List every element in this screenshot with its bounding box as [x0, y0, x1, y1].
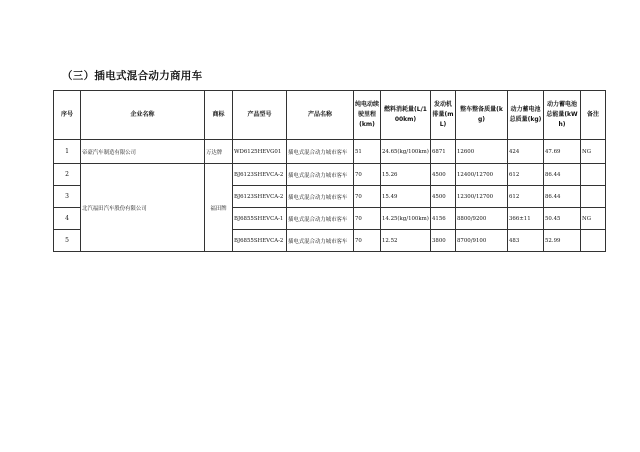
cell-fuel: 14.25(kg/100km)	[381, 208, 431, 230]
cell-engine: 4500	[431, 164, 456, 186]
cell-brand-merged: 福田牌	[205, 164, 233, 252]
cell-fuel: 15.49	[381, 186, 431, 208]
cell-range: 70	[354, 230, 381, 252]
header-model: 产品型号	[233, 91, 287, 140]
cell-seq: 3	[54, 186, 81, 208]
cell-battery-mass: 366±11	[508, 208, 544, 230]
cell-battery-energy: 50.45	[544, 208, 581, 230]
table-header	[54, 91, 606, 140]
header-company: 企业名称	[81, 91, 205, 140]
cell-model: BJ6855SHEVCA-1	[233, 208, 287, 230]
cell-range: 70	[354, 186, 381, 208]
cell-mass: 12600	[456, 140, 508, 164]
cell-mass: 12300/12700	[456, 186, 508, 208]
cell-battery-energy: 52.99	[544, 230, 581, 252]
cell-product: 插电式混合动力城市客车	[287, 208, 354, 230]
header-fuel: 燃料消耗量(L/100km)	[381, 91, 431, 140]
header-note: 备注	[581, 91, 606, 140]
cell-seq: 1	[54, 140, 81, 164]
cell-note: NG	[581, 140, 606, 164]
cell-mass: 12400/12700	[456, 164, 508, 186]
cell-fuel: 15.26	[381, 164, 431, 186]
header-battery-energy: 动力蓄电池总能量(kWh)	[544, 91, 581, 140]
cell-note	[581, 164, 606, 186]
cell-company-merged: 北汽福田汽车股份有限公司	[81, 164, 205, 252]
cell-brand: 万达牌	[205, 140, 233, 164]
cell-model: BJ6123SHEVCA-2	[233, 164, 287, 186]
cell-product: 插电式混合动力城市客车	[287, 230, 354, 252]
cell-seq: 4	[54, 208, 81, 230]
cell-product: 插电式混合动力城市客车	[287, 164, 354, 186]
header-battery-mass: 动力蓄电池总质量(kg)	[508, 91, 544, 140]
cell-battery-mass: 483	[508, 230, 544, 252]
cell-mass: 8800/9200	[456, 208, 508, 230]
cell-company: 帝豪汽车制造有限公司	[81, 140, 205, 164]
cell-range: 51	[354, 140, 381, 164]
header-mass: 整车整备质量(kg)	[456, 91, 508, 140]
header-seq: 序号	[54, 91, 81, 140]
cell-battery-energy: 86.44	[544, 164, 581, 186]
cell-fuel: 24.65(kg/100km)	[381, 140, 431, 164]
cell-product: 插电式混合动力城市客车	[287, 140, 354, 164]
cell-battery-energy: 47.69	[544, 140, 581, 164]
cell-mass: 8700/9100	[456, 230, 508, 252]
cell-product: 插电式混合动力城市客车	[287, 186, 354, 208]
cell-battery-mass: 612	[508, 186, 544, 208]
header-engine: 发动机排量(mL)	[431, 91, 456, 140]
cell-fuel: 12.52	[381, 230, 431, 252]
cell-model: BJ6855SHEVCA-2	[233, 230, 287, 252]
cell-seq: 5	[54, 230, 81, 252]
cell-range: 70	[354, 208, 381, 230]
cell-range: 70	[354, 164, 381, 186]
cell-model: WD6125HEVG01	[233, 140, 287, 164]
table-row	[54, 140, 606, 164]
cell-battery-energy: 86.44	[544, 186, 581, 208]
cell-note: NG	[581, 208, 606, 230]
cell-engine: 4156	[431, 208, 456, 230]
header-range: 纯电动续驶里程(km)	[354, 91, 381, 140]
cell-battery-mass: 612	[508, 164, 544, 186]
cell-engine: 3800	[431, 230, 456, 252]
cell-seq: 2	[54, 164, 81, 186]
cell-model: BJ6123SHEVCA-2	[233, 186, 287, 208]
cell-note	[581, 186, 606, 208]
section-title: （三）插电式混合动力商用车	[62, 70, 203, 82]
table-row	[54, 164, 606, 186]
cell-battery-mass: 424	[508, 140, 544, 164]
vehicle-table	[53, 90, 606, 252]
cell-engine: 4500	[431, 186, 456, 208]
cell-note	[581, 230, 606, 252]
cell-engine: 6871	[431, 140, 456, 164]
header-brand: 商标	[205, 91, 233, 140]
header-product: 产品名称	[287, 91, 354, 140]
